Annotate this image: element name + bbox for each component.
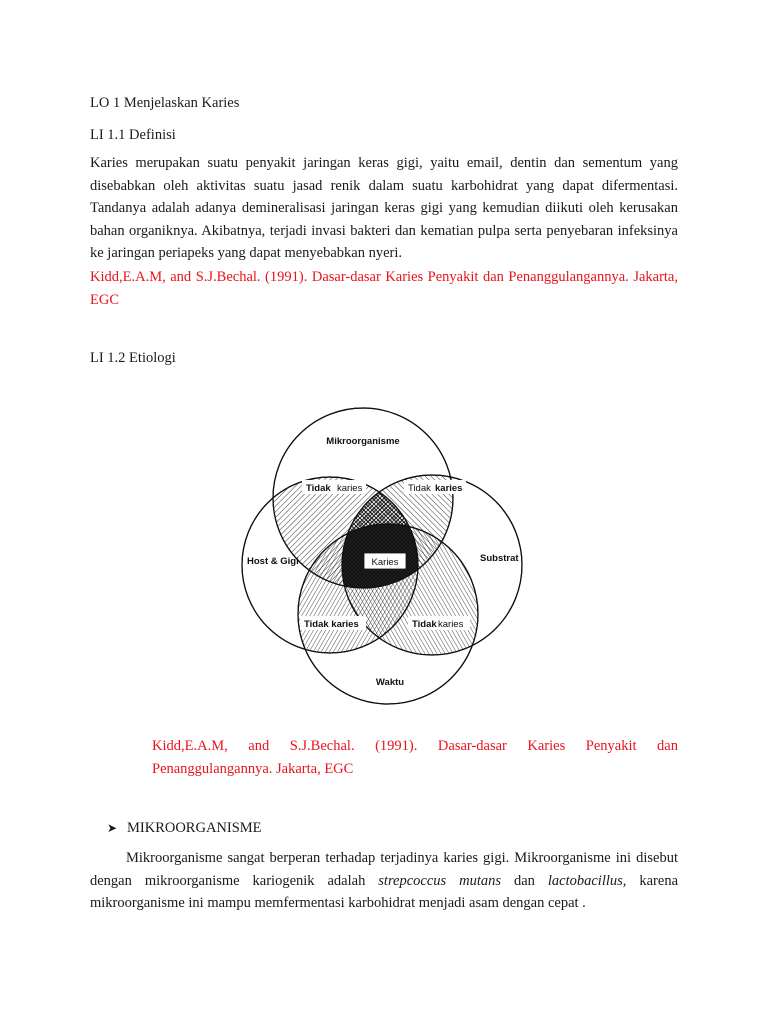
li-1-2-heading: LI 1.2 Etiologi	[90, 350, 176, 366]
lo-heading: LO 1 Menjelaskan Karies	[90, 95, 240, 111]
bullet-mikroorganisme	[107, 818, 262, 838]
citation-1: Kidd,E.A.M, and S.J.Bechal. (1991). Dasar-dasar Karies Penyakit dan Penanggulangannya. Jakarta, EGC	[90, 269, 678, 308]
label-br-tidak: Tidak	[412, 619, 437, 630]
venn-svg	[150, 388, 530, 710]
micro-text-1: Mikroorganisme sangat berperan terhadap terjadinya karies gigi. Mikroorganisme ini disebut dengan mikroorganisme kariogenik adalah	[90, 850, 678, 889]
label-host-gigi: Host & Gigi	[247, 556, 299, 567]
species-strepcoccus: strepcoccus mutans	[378, 872, 502, 889]
li-1-1-heading: LI 1.1 Definisi	[90, 127, 176, 143]
micro-paragraph	[90, 847, 678, 915]
label-substrat: Substrat	[480, 553, 519, 564]
citation-2: Kidd,E.A.M, and S.J.Bechal. (1991). Dasar-dasar Karies Penyakit dan Penanggulangannya. Jakarta, EGC	[152, 738, 678, 777]
arrow-bullet-icon: ➤	[107, 821, 118, 835]
label-bl-tidak-karies: Tidak karies	[304, 619, 359, 630]
label-tr-karies: karies	[435, 483, 463, 494]
label-waktu: Waktu	[375, 677, 405, 688]
label-mikroorganisme: Mikroorganisme	[326, 436, 400, 447]
label-tl-tidak: Tidak	[306, 483, 331, 494]
label-karies: Karies	[371, 557, 399, 568]
definition-paragraph: Karies merupakan suatu penyakit jaringan keras gigi, yaitu email, dentin dan sementum yang disebabkan oleh aktivitas suatu jasad renik dalam suatu karbohidrat yang dapat difermentasi. Tandanya adalah adanya demineralisasi jaringan keras gigi yang kemudian diikuti oleh kerusakan bahan organiknya. Akibatnya, terjadi invasi bakteri dan kematian pulpa serta penyebaran infeksinya ke jaringan periapeks yang dapat menyebabkan nyeri.	[90, 155, 678, 262]
species-lactobacillus: lactobacillus	[547, 872, 623, 889]
bullet-heading: MIKROORGANISME	[127, 820, 262, 836]
micro-text-2: dan	[501, 872, 548, 889]
caries-venn-diagram	[150, 388, 530, 710]
micro-text-3: , karena mikroorganisme ini mampu memfermentasi karbohidrat menjadi asam dengan cepat .	[90, 872, 679, 912]
label-tl-karies: karies	[337, 483, 363, 494]
label-tr-tidak: Tidak	[408, 483, 431, 494]
label-br-karies: karies	[438, 619, 464, 630]
